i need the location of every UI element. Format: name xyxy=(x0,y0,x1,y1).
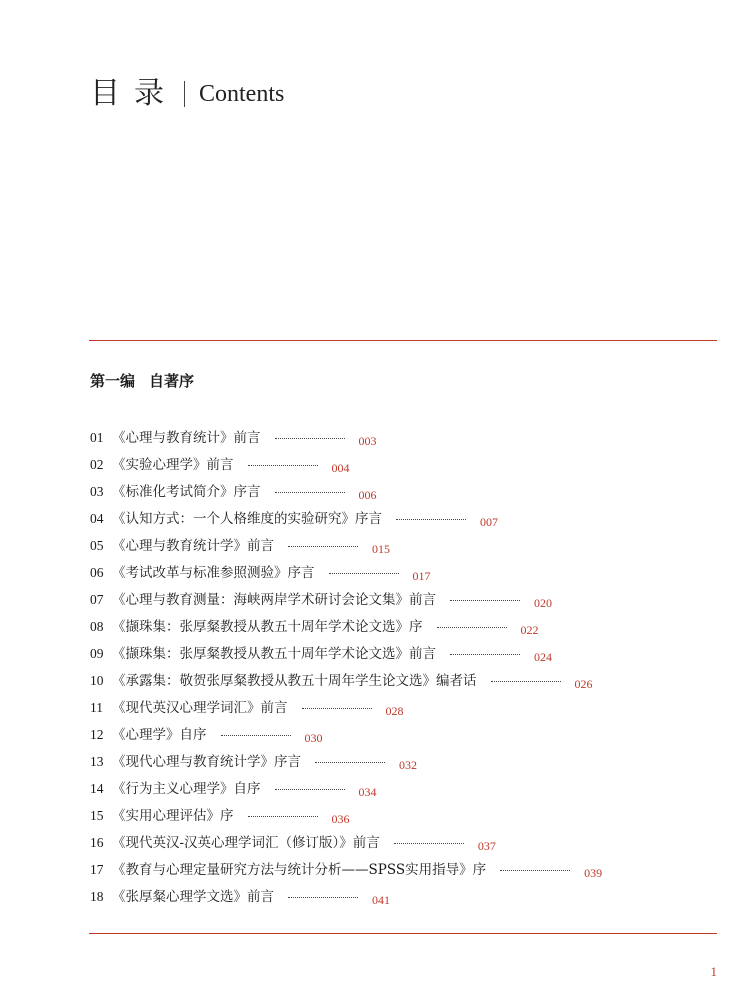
contents-title-en: Contents xyxy=(199,81,285,107)
toc-entry-title: 《心理学》自序 xyxy=(112,727,207,743)
toc-entry-page: 024 xyxy=(534,650,552,664)
toc-entry-title: 《实用心理评估》序 xyxy=(112,808,234,824)
toc-entry-page: 034 xyxy=(358,785,377,799)
toc-entry[interactable] xyxy=(90,883,715,910)
page-number: 1 xyxy=(710,964,717,979)
toc-entry-page: 004 xyxy=(331,461,350,475)
toc-entry-number: 07 xyxy=(90,592,104,607)
toc-entry-number: 03 xyxy=(90,484,104,499)
toc-entry-title: 《心理与教育统计学》前言 xyxy=(112,538,274,554)
toc-entry[interactable] xyxy=(90,478,715,505)
toc-entry-title: 《标准化考试简介》序言 xyxy=(112,484,261,500)
toc-entry-title: 《心理与教育测量：海峡两岸学术研讨会论文集》前言 xyxy=(112,592,436,608)
toc-entry-page: 017 xyxy=(412,569,431,583)
toc-entry-title: 《认知方式：一个人格维度的实验研究》序言 xyxy=(112,511,382,527)
toc-dot-leader xyxy=(248,815,318,817)
toc-dot-leader xyxy=(450,653,520,655)
toc-entry-title: 《心理与教育统计》前言 xyxy=(112,430,261,446)
toc-dot-leader xyxy=(248,464,318,466)
toc-entry-title: 《现代英汉-汉英心理学词汇（修订版）》前言 xyxy=(112,835,380,851)
toc-entry-title: 《现代心理与教育统计学》序言 xyxy=(112,754,301,770)
table-of-contents xyxy=(90,424,715,910)
toc-entry-page: 041 xyxy=(372,893,390,907)
toc-dot-leader xyxy=(500,869,570,871)
toc-entry-title: 《实验心理学》前言 xyxy=(112,457,234,473)
toc-entry-page: 022 xyxy=(520,623,539,637)
toc-entry[interactable] xyxy=(90,424,715,451)
toc-entry-number: 11 xyxy=(90,700,103,715)
toc-entry[interactable] xyxy=(90,856,715,883)
toc-entry-page: 006 xyxy=(358,488,377,502)
toc-entry-title: 《撷珠集：张厚粲教授从教五十周年学术论文选》序 xyxy=(112,619,423,635)
toc-dot-leader xyxy=(288,896,358,898)
toc-entry-page: 036 xyxy=(331,812,350,826)
section-label: 第一编 xyxy=(90,372,136,390)
toc-entry-page: 003 xyxy=(358,434,377,448)
toc-entry-number: 01 xyxy=(90,430,104,445)
toc-entry-number: 16 xyxy=(90,835,104,850)
toc-entry-title: 《考试改革与标准参照测验》序言 xyxy=(112,565,315,581)
toc-entry-title: 《现代英汉心理学词汇》前言 xyxy=(112,700,288,716)
top-rule xyxy=(89,340,717,341)
toc-entry[interactable] xyxy=(90,505,715,532)
header-divider xyxy=(184,81,185,107)
toc-dot-leader xyxy=(288,545,358,547)
toc-entry[interactable] xyxy=(90,829,715,856)
toc-entry[interactable] xyxy=(90,613,715,640)
toc-entry-number: 09 xyxy=(90,646,104,661)
toc-dot-leader xyxy=(491,680,561,682)
toc-entry[interactable] xyxy=(90,640,715,667)
bottom-rule xyxy=(89,933,717,934)
toc-dot-leader xyxy=(437,626,507,628)
toc-entry-title: 《承露集：敬贺张厚粲教授从教五十周年学生论文选》编者话 xyxy=(112,673,477,689)
toc-dot-leader xyxy=(450,599,520,601)
toc-entry-title: 《张厚粲心理学文选》前言 xyxy=(112,889,274,905)
toc-dot-leader xyxy=(275,788,345,790)
toc-entry-number: 06 xyxy=(90,565,104,580)
toc-entry[interactable] xyxy=(90,694,715,721)
toc-entry[interactable] xyxy=(90,721,715,748)
toc-entry-number: 08 xyxy=(90,619,104,634)
toc-entry-page: 015 xyxy=(372,542,390,556)
toc-entry-title: 《撷珠集：张厚粲教授从教五十周年学术论文选》前言 xyxy=(112,646,436,662)
toc-entry-number: 15 xyxy=(90,808,104,823)
toc-entry-page: 028 xyxy=(385,704,404,718)
toc-entry-number: 05 xyxy=(90,538,104,553)
toc-entry[interactable] xyxy=(90,802,715,829)
toc-entry-page: 039 xyxy=(584,866,603,880)
toc-entry[interactable] xyxy=(90,586,715,613)
toc-entry-page: 026 xyxy=(574,677,593,691)
toc-entry-number: 04 xyxy=(90,511,104,526)
toc-dot-leader xyxy=(221,734,291,736)
toc-entry-number: 13 xyxy=(90,754,104,769)
toc-dot-leader xyxy=(315,761,385,763)
toc-entry-page: 032 xyxy=(399,758,417,772)
toc-entry-page: 020 xyxy=(534,596,552,610)
toc-entry-title: 《教育与心理定量研究方法与统计分析——SPSS实用指导》序 xyxy=(112,862,487,878)
toc-dot-leader xyxy=(394,842,464,844)
section-name: 自著序 xyxy=(149,372,195,390)
toc-entry[interactable] xyxy=(90,775,715,802)
toc-entry-page: 007 xyxy=(480,515,498,529)
section-title xyxy=(90,370,194,392)
toc-entry[interactable] xyxy=(90,559,715,586)
toc-entry-number: 14 xyxy=(90,781,104,796)
toc-entry[interactable] xyxy=(90,532,715,559)
toc-dot-leader xyxy=(275,437,345,439)
toc-entry[interactable] xyxy=(90,667,715,694)
toc-dot-leader xyxy=(329,572,399,574)
toc-entry-title: 《行为主义心理学》自序 xyxy=(112,781,261,797)
toc-entry[interactable] xyxy=(90,748,715,775)
contents-title-cn: 目录 xyxy=(90,76,178,111)
contents-header xyxy=(90,74,284,114)
toc-entry-number: 17 xyxy=(90,862,104,877)
toc-entry-number: 12 xyxy=(90,727,104,742)
toc-dot-leader xyxy=(302,707,372,709)
toc-entry-number: 10 xyxy=(90,673,104,688)
toc-entry-number: 18 xyxy=(90,889,104,904)
toc-entry-number: 02 xyxy=(90,457,104,472)
toc-entry-page: 030 xyxy=(304,731,323,745)
toc-entry-page: 037 xyxy=(477,839,496,853)
toc-entry[interactable] xyxy=(90,451,715,478)
toc-dot-leader xyxy=(396,518,466,520)
toc-dot-leader xyxy=(275,491,345,493)
